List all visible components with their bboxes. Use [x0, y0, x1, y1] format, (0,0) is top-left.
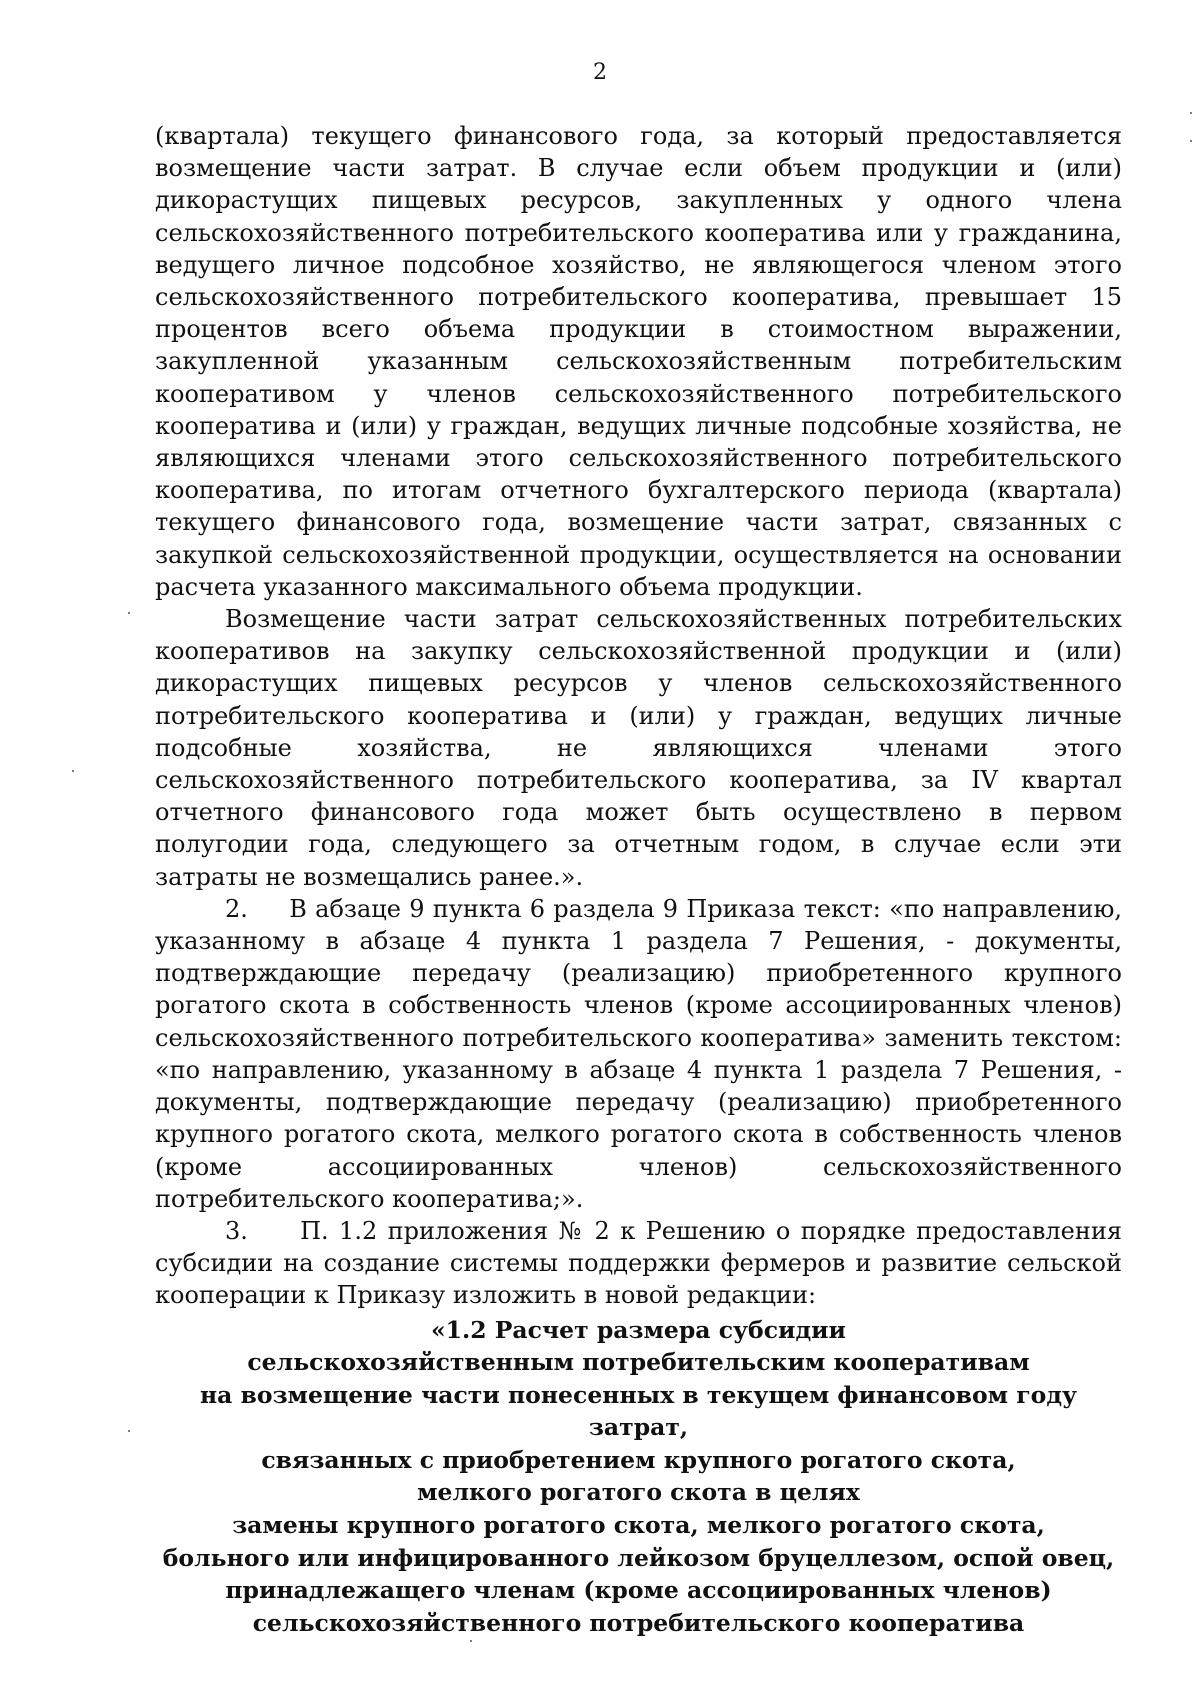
heading-line: сельскохозяйственного потребительского кооператива: [252, 1608, 1025, 1637]
section-heading: [155, 1314, 1122, 1640]
scan-speck: [128, 1430, 130, 1432]
heading-line: больного или инфицированного лейкозом бруцеллезом, оспой овец,: [162, 1543, 1115, 1572]
scan-speck: [1190, 140, 1192, 142]
heading-line: замены крупного рогатого скота, мелкого рогатого скота,: [232, 1511, 1045, 1540]
scan-speck: [1190, 112, 1192, 114]
paragraph-reimbursement: Возмещение части затрат сельскохозяйственных потребительских кооперативов на закупку сельскохозяйственной продукции и (или) дикорастущих пищевых ресурсов у членов сельскохозяйственного потребительского кооператива и (или) у граждан, ведущих личные подсобные хозяйства, не являющихся членами этого сельскохозяйственного потребительского кооператива, за IV квартал отчетного финансового года может быть осуществлено в первом полугодии года, следующего за отчетным годом, в случае если эти затраты не возмещались ранее.».: [155, 605, 1122, 891]
heading-line: «1.2 Расчет размера субсидии: [430, 1315, 846, 1344]
paragraph-continuation: (квартала) текущего финансового года, за который предоставляется возмещение части затрат. В случае если объем продукции и (или) дикорастущих пищевых ресурсов, закупленных у одного члена сельскохозяйственного потребительского кооператива или у гражданина, ведущего личное подсобное хозяйство, не являющегося членом этого сельскохозяйственного потребительского кооператива, превышает 15 процентов всего объема продукции в стоимостном выражении, закупленной указанным сельскохозяйственным потребительским кооперативом у членов сельскохозяйственного потребительского кооператива и (или) у граждан, ведущих личные подсобные хозяйства, не являющихся членами этого сельскохозяйственного потребительского кооператива, по итогам отчетного бухгалтерского периода (квартала) текущего финансового года, возмещение части затрат, связанных с закупкой сельскохозяйственной продукции, осуществляется на основании расчета указанного максимального объема продукции.: [155, 122, 1122, 601]
heading-line: принадлежащего членам (кроме ассоциированных членов): [225, 1576, 1052, 1605]
heading-line: сельскохозяйственным потребительским кооперативам: [247, 1348, 1030, 1377]
scan-speck: [128, 612, 130, 614]
heading-line: связанных с приобретением крупного рогатого скота,: [261, 1445, 1016, 1474]
paragraph-item-3: 3. П. 1.2 приложения № 2 к Решению о порядке предоставления субсидии на создание системы поддержки фермеров и развитие сельской кооперации к Приказу изложить в новой редакции:: [155, 1216, 1122, 1310]
paragraph-item-2: 2. В абзаце 9 пункта 6 раздела 9 Приказа текст: «по направлению, указанному в абзаце 4 пункта 1 раздела 7 Решения, - документы, подтверждающие передачу (реализацию) приобретенного крупного рогатого скота в собственность членов (кроме ассоциированных членов) сельскохозяйственного потребительского кооператива» заменить текстом: «по направлению, указанному в абзаце 4 пункта 1 раздела 7 Решения, - документы, подтверждающие передачу (реализацию) приобретенного крупного рогатого скота, мелкого рогатого скота в собственность членов (кроме ассоциированных членов) сельскохозяйственного потребительского кооператива;».: [155, 894, 1122, 1213]
document-body: [155, 120, 1122, 1639]
heading-line: на возмещение части понесенных в текущем финансовом году затрат,: [199, 1380, 1078, 1442]
scan-speck: [470, 1640, 472, 1642]
heading-line: мелкого рогатого скота в целях: [417, 1478, 860, 1507]
scan-speck: [72, 770, 74, 772]
page-number: 2: [593, 60, 607, 85]
